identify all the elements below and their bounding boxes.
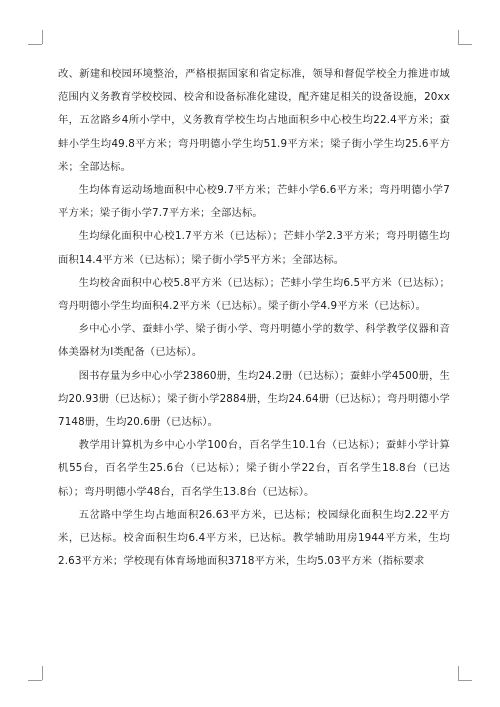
crop-mark-top-right-horizontal [458,44,472,45]
paragraph: 乡中心小学、蚕蚌小学、梁子街小学、弯丹明德小学的数学、科学教学仪器和音体美器材为Ⅰ类配备（已达标）。 [58,323,450,359]
paragraph: 改、新建和校园环境整治，严格根据国家和省定标准，领导和督促学校全力推进市域范围内义务教育学校校园、校舍和设备标准化建设，配齐建足相关的设备设施，20xx年，五岔路乡4所小学中，义务教育学校生均占地面积乡中心校生均22.4平方米；蚕蚌小学生均49.8平方米；弯丹明德小学生均51.9平方米；梁子街小学生均25.6平方米；全部达标。 [58,68,450,173]
paragraph: 五岔路中学生均占地面积26.63平方米，已达标；校园绿化面积生均2.22平方米，已达标。校舍面积生均6.4平方米，已达标。教学辅助用房1944平方米，生均2.63平方米；学校现有体育场地面积3718平方米，生均5.03平方米（指标要求 [58,508,450,568]
crop-mark-top-left-vertical [42,30,43,44]
crop-mark-bottom-left-horizontal [28,680,42,681]
crop-mark-bottom-left-vertical [42,666,43,680]
paragraph: 生均校舍面积中心校5.8平方米（已达标）；芒蚌小学生均6.5平方米（已达标）；弯丹明德小学生均面积4.2平方米（已达标）。梁子街小学4.9平方米（已达标）。 [58,276,450,313]
paragraph: 教学用计算机为乡中心小学100台，百名学生10.1台（已达标）；蚕蚌小学计算机55台，百名学生25.6台（已达标）；梁子街小学22台，百名学生18.8台（已达标）；弯丹明德小学48台，百名学生13.8台（已达标）。 [58,439,450,498]
paragraph: 图书存量为乡中心小学23860册，生均24.2册（已达标）；蚕蚌小学4500册，生均20.93册（已达标）；梁子街小学2884册，生均24.64册（已达标）；弯丹明德小学7148册，生均20.6册（已达标）。 [58,369,450,429]
paragraph: 生均绿化面积中心校1.7平方米（已达标）；芒蚌小学2.3平方米；弯丹明德生均面积14.4平方米（已达标）；梁子街小学5平方米；全部达标。 [58,230,450,266]
paragraph: 生均体育运动场地面积中心校9.7平方米；芒蚌小学6.6平方米；弯丹明德小学7平方米；梁子街小学7.7平方米；全部达标。 [58,184,450,220]
crop-mark-bottom-right-horizontal [458,680,472,681]
crop-mark-top-right-vertical [458,30,459,44]
crop-mark-top-left-horizontal [28,44,42,45]
document-body [58,63,450,573]
crop-mark-bottom-right-vertical [458,666,459,680]
